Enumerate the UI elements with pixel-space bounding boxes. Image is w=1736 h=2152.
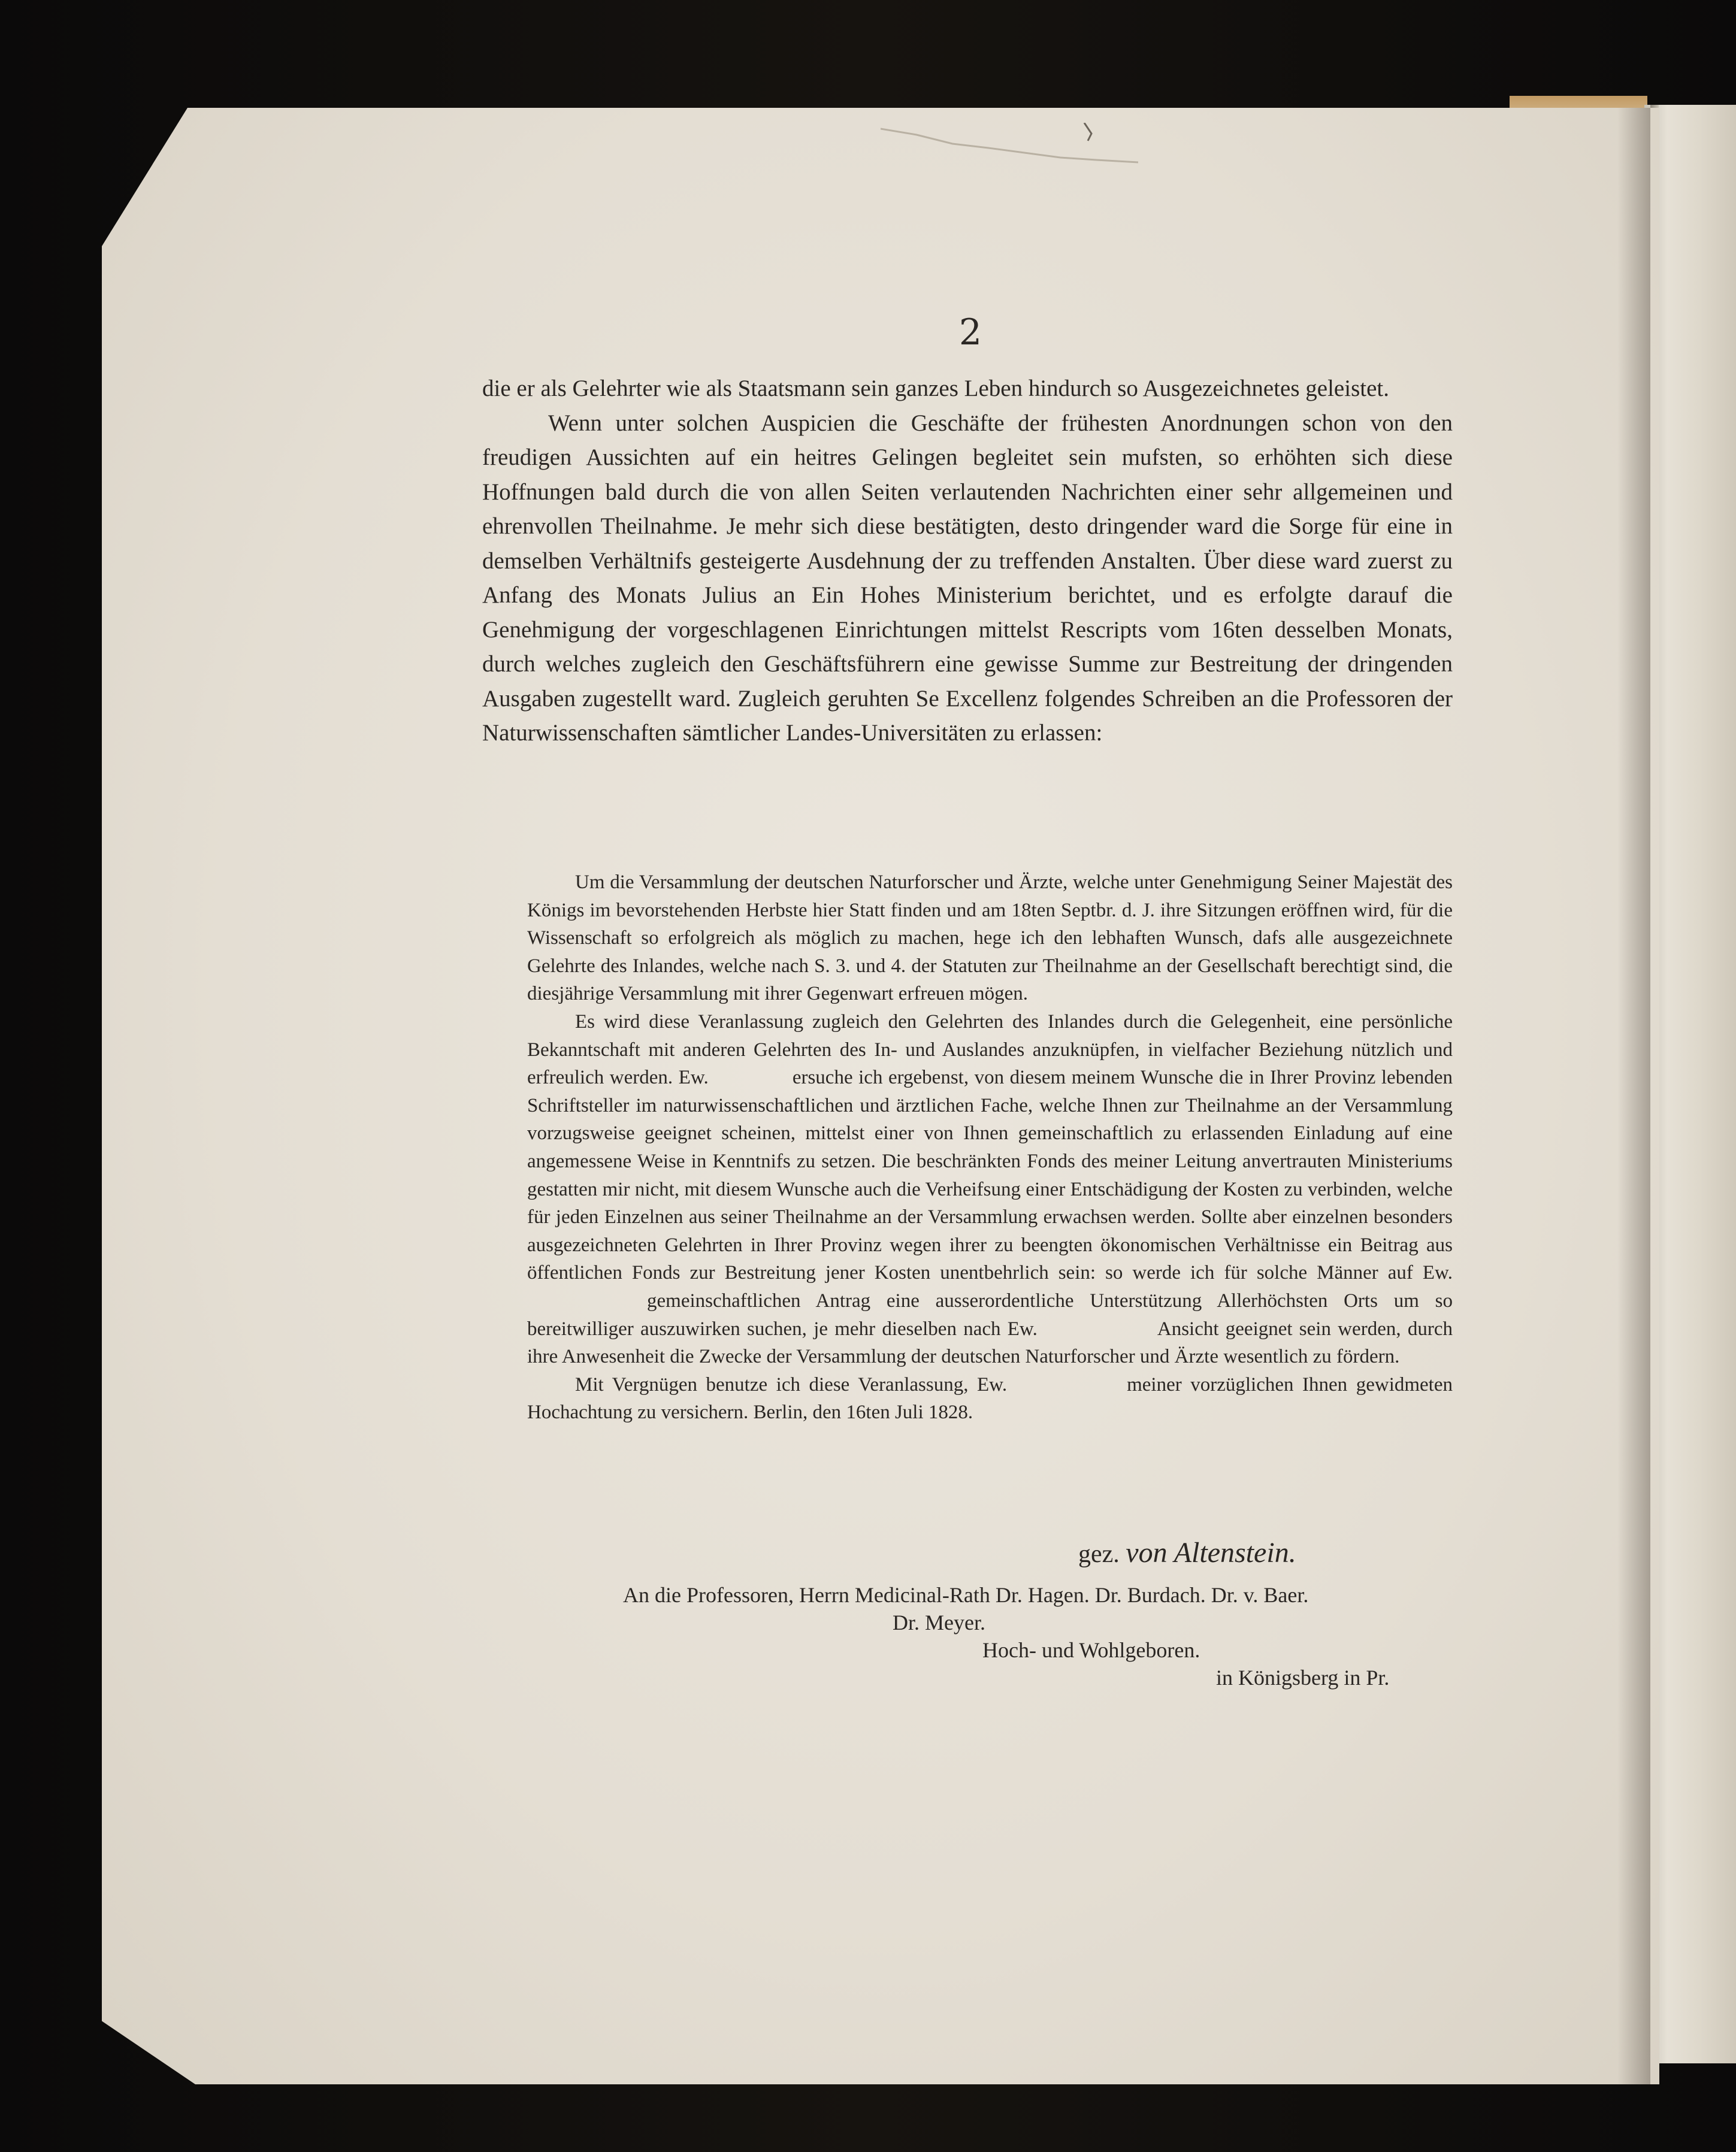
page-gutter-shadow: [1617, 108, 1650, 2084]
paper-tear: [881, 123, 1138, 165]
address-line-1: An die Professoren, Herrn Medicinal-Rath Dr. Hagen. Dr. Burdach. Dr. v. Baer.: [623, 1583, 1309, 1607]
letter-text: ersuche ich ergebenst, von diesem meinem Wunsche die in Ihrer Provinz lebenden Schriftsteller im naturwissenschaftlichen und ärztlichen Fache, welche Ihnen zur Theilnahme an der Versammlung vorzugsweise geeignet scheinen, mittelst einer von Ihnen gemeinschaftlich zu erlassenden Einladung auf eine angemessene Weise in Kenntnifs zu setzen. Die beschränkten Fonds des meiner Leitung anvertrauten Ministeriums gestatten mir nicht, mit diesem Wunsche auch die Verheifsung einer Entschädigung der Kosten zu verbinden, welche für jeden Einzelnen aus seiner Theilnahme an der Versammlung erwachsen werden. Sollte aber einzelnen besonders ausgezeichneten Gelehrten in Ihrer Provinz wegen ihrer zu beengten ökonomischen Verhältnisse ein Beitrag aus öffentlichen Fonds zur Bestreitung jener Kosten unentbehrlich sein: so werde ich für solche Männer auf Ew.: [527, 1067, 1453, 1284]
letter-text: Es wird diese Veranlassung zugleich den Gelehrten des Inlandes durch die Gelegenheit, eine persönliche Bekanntschaft mit anderen Gelehrten des In- und Auslandes anzuknüpfen, in vielfacher Beziehung nützlich und erfreulich werden. Ew.: [527, 1010, 1453, 1089]
paragraph-main: Wenn unter solchen Auspicien die Geschäfte der frühesten Anordnungen schon von den freudigen Aussichten auf ein heitres Gelingen begleitet sein mufsten, so erhöhten sich diese Hoffnungen bald durch die von allen Seiten verlautenden Nachrichten einer sehr allgemeinen und ehrenvollen Theilnahme. Je mehr sich diese bestätigten, desto dringender ward die Sorge für eine in demselben Verhältnifs gesteigerte Ausdehnung der zu treffenden Anstalten. Über diese ward zuerst zu Anfang des Monats Julius an Ein Hohes Ministerium berichtet, und es erfolgte darauf die Genehmigung der vorgeschlagenen Einrichtungen mittelst Rescripts vom 16ten desselben Monats, durch welches zugleich den Geschäftsführern eine gewisse Summe zur Bestreitung der dringenden Ausgaben zugestellt ward. Zugleich geruhten Se Excellenz folgendes Schreiben an die Professoren der Naturwissenschaften sämtlicher Landes-Universitäten zu erlassen:: [482, 410, 1453, 746]
quoted-letter: [527, 868, 1453, 1427]
address-block: [623, 1581, 1453, 1691]
body-text: [482, 371, 1453, 750]
letter-paragraph-2: [527, 1008, 1453, 1371]
address-line-2: Dr. Meyer.: [893, 1611, 985, 1635]
letter-text: Ansicht geeignet sein werden, durch ihre Anwesenheit die Zwecke der Versammlung der deutschen Naturforscher und Ärzte wesentlich zu fördern.: [527, 1318, 1453, 1368]
address-line-3: Hoch- und Wohlgeboren.: [982, 1638, 1200, 1662]
page-number: 2: [958, 311, 982, 353]
paragraph-continuation: die er als Gelehrter wie als Staatsmann sein ganzes Leben hindurch so Ausgezeichnetes geleistet.: [482, 376, 1389, 401]
signature-prefix: gez.: [1078, 1540, 1120, 1568]
letter-paragraph-3: [527, 1371, 1453, 1427]
letter-paragraph-1: Um die Versammlung der deutschen Naturforscher und Ärzte, welche unter Genehmigung Seiner Majestät des Königs im bevorstehenden Herbste hier Statt finden und am 18ten Septbr. d. J. ihre Sitzungen eröffnen wird, für die Wissenschaft so erfolgreich als möglich zu machen, hege ich den lebhaften Wunsch, dafs alle ausgezeichnete Gelehrte des Inlandes, welche nach S. 3. und 4. der Statuten zur Theilnahme an der Gesellschaft berechtigt sind, die diesjährige Versammlung mit ihrer Gegenwart erfreuen mögen.: [527, 871, 1453, 1005]
letter-text: meiner vorzüglichen Ihnen gewidmeten Hochachtung zu versichern. Berlin, den 16ten Juli 1828.: [527, 1373, 1453, 1424]
letter-text: gemeinschaftlichen Antrag eine ausserordentliche Unterstützung Allerhöchsten Orts um so bereitwilliger auszuwirken suchen, je mehr dieselben nach Ew.: [527, 1290, 1453, 1340]
address-line-4: in Königsberg in Pr.: [1216, 1666, 1390, 1690]
letter-text: Mit Vergnügen benutze ich diese Veranlassung, Ew.: [575, 1373, 1008, 1396]
signature: [1078, 1536, 1378, 1569]
signature-name: von Altenstein.: [1126, 1537, 1296, 1569]
